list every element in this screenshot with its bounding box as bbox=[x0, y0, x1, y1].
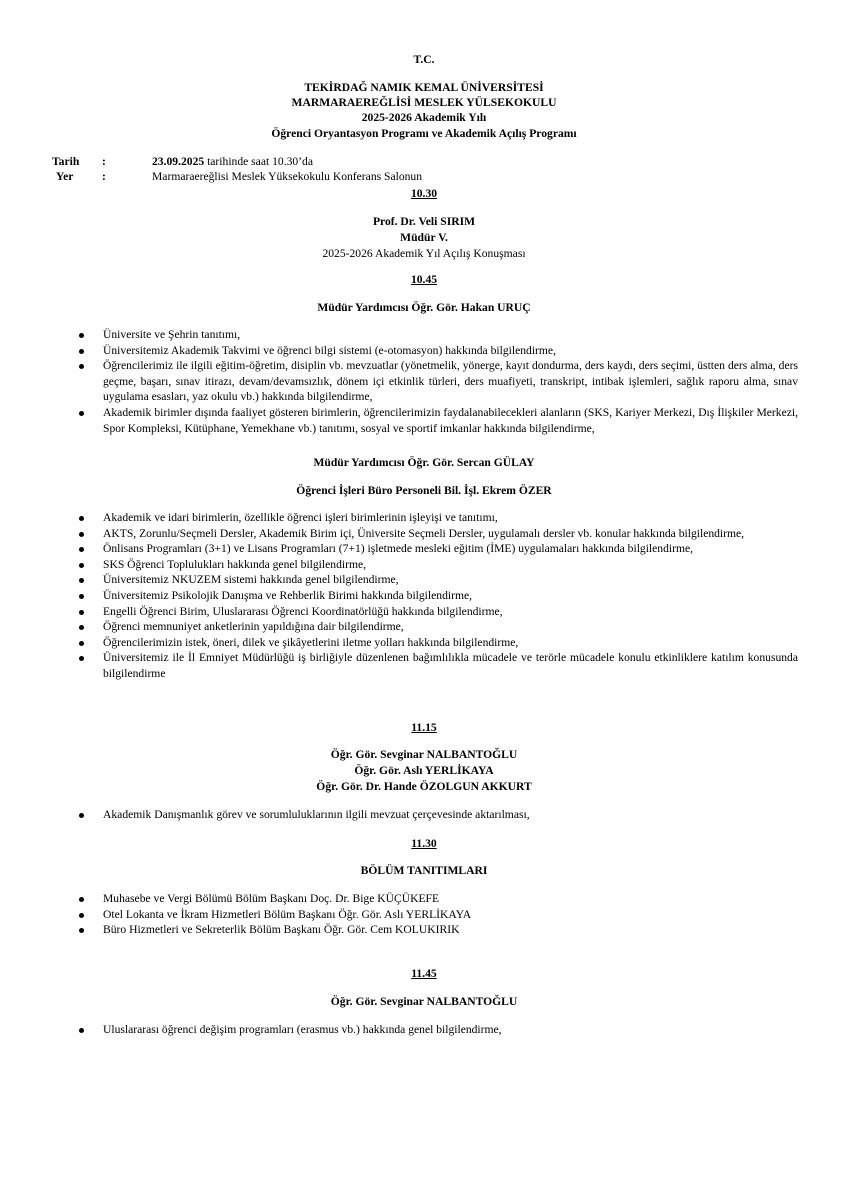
list-item: Üniversitemiz NKUZEM sistemi hakkında genel bilgilendirme, bbox=[78, 572, 798, 588]
speaker-1115-2: Öğr. Gör. Aslı YERLİKAYA bbox=[354, 764, 494, 777]
speaker-ozer: Öğrenci İşleri Büro Personeli Bil. İşl. Ekrem ÖZER bbox=[296, 484, 552, 497]
list-1115 bbox=[78, 807, 798, 823]
list-item: AKTS, Zorunlu/Seçmeli Dersler, Akademik Birim içi, Üniversite Seçmeli Dersler, uygulamalı dersler vb. konular hakkında bilgilendirme, bbox=[78, 526, 798, 542]
date-colon: : bbox=[102, 155, 106, 168]
bullet-icon bbox=[79, 813, 84, 818]
list-gulay bbox=[78, 510, 798, 682]
list-item: Otel Lokanta ve İkram Hizmetleri Bölüm Başkanı Öğr. Gör. Aslı YERLİKAYA bbox=[78, 907, 798, 923]
place-row bbox=[52, 169, 812, 185]
list-item: Öğrenci memnuniyet anketlerinin yapıldığına dair bilgilendirme, bbox=[78, 619, 798, 635]
bullet-icon bbox=[79, 563, 84, 568]
header-tc: T.C. bbox=[413, 53, 435, 66]
list-item: Büro Hizmetleri ve Sekreterlik Bölüm Başkanı Öğr. Gör. Cem KOLUKIRIK bbox=[78, 922, 798, 938]
header-program: Öğrenci Oryantasyon Programı ve Akademik Açılış Programı bbox=[271, 127, 577, 140]
topic-1030: 2025-2026 Akademik Yıl Açılış Konuşması bbox=[322, 247, 526, 260]
bullet-icon bbox=[79, 625, 84, 630]
list-item: Öğrencilerimizin istek, öneri, dilek ve şikâyetlerini iletme yolları hakkında bilgilendirme, bbox=[78, 635, 798, 651]
bullet-icon bbox=[79, 578, 84, 583]
time-1045: 10.45 bbox=[410, 273, 438, 286]
speaker-1030-role: Müdür V. bbox=[400, 231, 448, 244]
time-1030: 10.30 bbox=[410, 187, 438, 200]
bullet-icon bbox=[79, 656, 84, 661]
list-item: Uluslararası öğrenci değişim programları (erasmus vb.) hakkında genel bilgilendirme, bbox=[78, 1022, 798, 1038]
list-item: Üniversitemiz Akademik Takvimi ve öğrenci bilgi sistemi (e-otomasyon) hakkında bilgilendirme, bbox=[78, 343, 798, 359]
list-item: Öğrencilerimiz ile ilgili eğitim-öğretim, disiplin vb. mevzuatlar (yönetmelik, yönerge, kayıt dondurma, ders kaydı, ders seçimi, üstten ders alma, ders geçme, başarı, sınav itirazı, devam/devamsızlık, dönem içi etkinlik türleri, ders muafiyeti, transkript, intibak işlemleri, sağlık raporu alma, sınav uygulama esasları, yaz okulu vb.) hakkında bilgilendirme, bbox=[78, 358, 798, 405]
list-1045 bbox=[78, 327, 798, 436]
list-1145 bbox=[78, 1022, 798, 1038]
speaker-1115-1: Öğr. Gör. Sevginar NALBANTOĞLU bbox=[330, 748, 518, 761]
date-row bbox=[52, 154, 812, 170]
bullet-icon bbox=[79, 594, 84, 599]
speaker-gulay: Müdür Yardımcısı Öğr. Gör. Sercan GÜLAY bbox=[313, 456, 535, 469]
bullet-icon bbox=[79, 928, 84, 933]
time-1145: 11.45 bbox=[411, 967, 437, 980]
bullet-icon bbox=[79, 610, 84, 615]
list-item: Engelli Öğrenci Birim, Uluslararası Öğrenci Koordinatörlüğü hakkında bilgilendirme, bbox=[78, 604, 798, 620]
speaker-1145: Öğr. Gör. Sevginar NALBANTOĞLU bbox=[330, 995, 518, 1008]
bullet-icon bbox=[79, 364, 84, 369]
list-item: Muhasebe ve Vergi Bölümü Bölüm Başkanı Doç. Dr. Bige KÜÇÜKEFE bbox=[78, 891, 798, 907]
place-label: Yer bbox=[56, 170, 74, 183]
speaker-1045: Müdür Yardımcısı Öğr. Gör. Hakan URUÇ bbox=[317, 301, 531, 314]
speaker-1030-name: Prof. Dr. Veli SIRIM bbox=[372, 215, 476, 228]
header-school: MARMARAEREĞLİSİ MESLEK YÜLSEKOKULU bbox=[291, 96, 557, 109]
bullet-icon bbox=[79, 411, 84, 416]
bullet-icon bbox=[79, 532, 84, 537]
section-title-1130: BÖLÜM TANITIMLARI bbox=[360, 864, 488, 877]
list-item: Önlisans Programları (3+1) ve Lisans Programları (7+1) işletmede mesleki eğitim (İME) uygulamaları hakkında bilgilendirme, bbox=[78, 541, 798, 557]
bullet-icon bbox=[79, 897, 84, 902]
date-label: Tarih bbox=[52, 155, 80, 168]
list-item: Üniversitemiz ile İl Emniyet Müdürlüğü iş birliğiyle düzenlenen bağımlılıkla mücadele ve terörle mücadele konulu etkinliklere katılım konusunda bilgilendirme bbox=[78, 650, 798, 681]
bullet-icon bbox=[79, 516, 84, 521]
place-colon: : bbox=[102, 170, 106, 183]
time-1130: 11.30 bbox=[411, 837, 437, 850]
bullet-icon bbox=[79, 913, 84, 918]
bullet-icon bbox=[79, 1028, 84, 1033]
header-year: 2025-2026 Akademik Yılı bbox=[361, 111, 487, 124]
date-text bbox=[152, 154, 313, 170]
list-item: SKS Öğrenci Toplulukları hakkında genel bilgilendirme, bbox=[78, 557, 798, 573]
bullet-icon bbox=[79, 349, 84, 354]
header-university: TEKİRDAĞ NAMIK KEMAL ÜNİVERSİTESİ bbox=[304, 81, 544, 94]
date-rest: tarihinde saat 10.30’da bbox=[204, 155, 313, 168]
bullet-icon bbox=[79, 333, 84, 338]
date-value: 23.09.2025 bbox=[152, 155, 205, 168]
place-value: Marmaraereğlisi Meslek Yüksekokulu Konferans Salonun bbox=[152, 170, 423, 183]
bullet-icon bbox=[79, 547, 84, 552]
list-item: Akademik birimler dışında faaliyet gösteren birimlerin, öğrencilerimizin faydalanabilecekleri alanların (SKS, Kariyer Merkezi, Dış İlişkiler Merkezi, Spor Kompleksi, Kütüphane, Yemekhane vb.) tanıtımı, sosyal ve sportif imkanlar hakkında bilgilendirme, bbox=[78, 405, 798, 436]
bullet-icon bbox=[79, 641, 84, 646]
time-1115: 11.15 bbox=[411, 721, 437, 734]
list-item: Akademik Danışmanlık görev ve sorumluluklarının ilgili mevzuat çerçevesinde aktarılması, bbox=[78, 807, 798, 823]
speaker-1115-3: Öğr. Gör. Dr. Hande ÖZOLGUN AKKURT bbox=[316, 780, 532, 793]
list-item: Üniversitemiz Psikolojik Danışma ve Rehberlik Birimi hakkında bilgilendirme, bbox=[78, 588, 798, 604]
list-item: Akademik ve idari birimlerin, özellikle öğrenci işleri birimlerinin işleyişi ve tanıtımı, bbox=[78, 510, 798, 526]
list-item: Üniversite ve Şehrin tanıtımı, bbox=[78, 327, 798, 343]
list-1130 bbox=[78, 891, 798, 938]
